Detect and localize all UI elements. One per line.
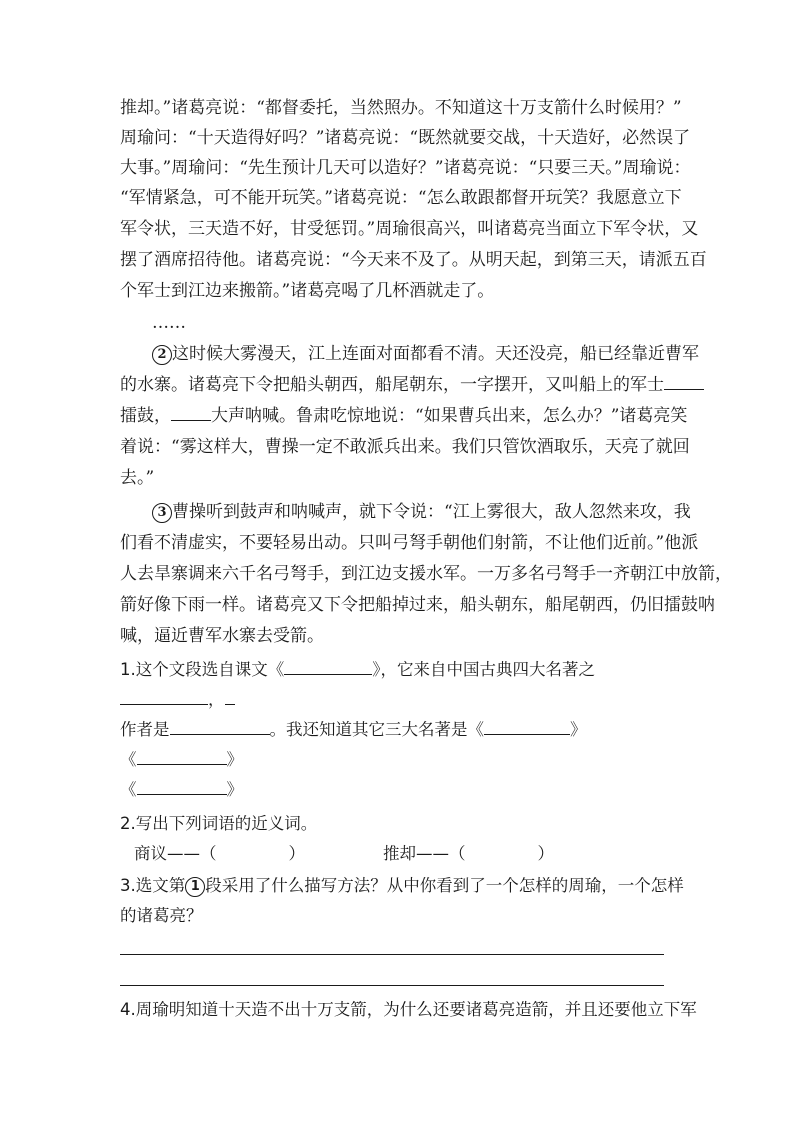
question-1-book-2: 《 》 xyxy=(120,750,243,769)
passage-line: “军情紧急，可不能开玩笑。”诸葛亮说：“怎么敢跟都督开玩笑？我愿意立下 xyxy=(120,188,682,208)
fill-blank[interactable] xyxy=(171,404,211,421)
passage-line: 大事。”周瑜问：“先生预计几天可以造好？”诸葛亮说：“只要三天。”周瑜说： xyxy=(120,158,691,178)
question-1-book-3: 《 》 xyxy=(120,780,243,799)
fill-blank[interactable] xyxy=(664,373,704,390)
synonym-item: 推却——（ ） xyxy=(383,844,554,863)
passage-line: 人去旱寨调来六千名弓弩手，到江边支援水军。一万多名弓弩手一齐朝江中放箭， xyxy=(120,564,732,584)
answer-blank[interactable] xyxy=(170,718,270,735)
question-2: 2.写出下列词语的近义词。 xyxy=(120,814,318,833)
passage-line: 军令状，三天造不好，甘受惩罚。”周瑜很高兴，叫诸葛亮当面立下军令状，又 xyxy=(120,219,699,239)
answer-blank[interactable] xyxy=(484,718,570,735)
question-1-cont: ， xyxy=(120,688,235,712)
paragraph-3-line: 3 曹操听到鼓声和呐喊声，就下令说：“江上雾很大，敌人忽然来攻，我 xyxy=(152,500,691,524)
question-1: 1.这个文段选自课文《 》，它来自中国古典四大名著之 xyxy=(120,660,595,679)
passage-line: 去。” xyxy=(120,468,155,488)
passage-line: 着说：“雾这样大，曹操一定不敢派兵出来。我们只管饮酒取乐，天亮了就回 xyxy=(120,437,690,457)
answer-line[interactable] xyxy=(120,985,664,986)
passage-line: 推却。”诸葛亮说：“都督委托，当然照办。不知道这十万支箭什么时候用？” xyxy=(120,98,682,118)
question-1-author: 作者是 。我还知道其它三大名著是《 》 xyxy=(120,720,587,739)
ellipsis: …… xyxy=(152,313,186,333)
passage-line: 周瑜问：“十天造得好吗？”诸葛亮说：“既然就要交战，十天造好，必然误了 xyxy=(120,128,691,148)
paragraph-2-line: 2 这时候大雾漫天，江上连面对面都看不清。天还没亮，船已经靠近曹军 xyxy=(152,342,699,366)
answer-line[interactable] xyxy=(120,954,664,955)
paragraph-number-badge: 3 xyxy=(152,503,172,523)
answer-blank[interactable] xyxy=(225,688,235,705)
passage-line: 喊，逼近曹军水寨去受箭。 xyxy=(120,626,324,646)
passage-line: 擂鼓， 大声呐喊。鲁肃吃惊地说：“如果曹兵出来，怎么办？”诸葛亮笑 xyxy=(120,406,688,426)
question-4: 4.周瑜明知道十天造不出十万支箭，为什么还要诸葛亮造箭，并且还要他立下军 xyxy=(120,1000,697,1019)
paragraph-number-badge: 2 xyxy=(152,345,172,365)
answer-blank[interactable] xyxy=(137,778,227,795)
answer-blank[interactable] xyxy=(120,688,208,705)
synonym-item: 商议——（ ） xyxy=(134,844,305,863)
passage-line: 摆了酒席招待他。诸葛亮说：“今天来不及了。从明天起，到第三天，请派五百 xyxy=(120,250,707,270)
passage-line: 的水寨。诸葛亮下令把船头朝西，船尾朝东，一字摆开，又叫船上的军士 xyxy=(120,373,704,397)
passage-line: 个军士到江边来搬箭。”诸葛亮喝了几杯酒就走了。 xyxy=(120,281,495,301)
paragraph-number-badge: 1 xyxy=(185,877,205,897)
question-3-cont: 的诸葛亮？ xyxy=(120,906,203,925)
answer-blank[interactable] xyxy=(137,748,227,765)
answer-blank[interactable] xyxy=(284,658,372,675)
passage-line: 们看不清虚实，不要轻易出动。只叫弓弩手朝他们射箭，不让他们近前。”他派 xyxy=(120,533,699,553)
passage-line: 箭好像下雨一样。诸葛亮又下令把船掉过来，船头朝东，船尾朝西，仍旧擂鼓呐 xyxy=(120,595,715,615)
question-3: 3.选文第 1 段采用了什么描写方法？从中你看到了一个怎样的周瑜，一个怎样 xyxy=(120,876,684,895)
